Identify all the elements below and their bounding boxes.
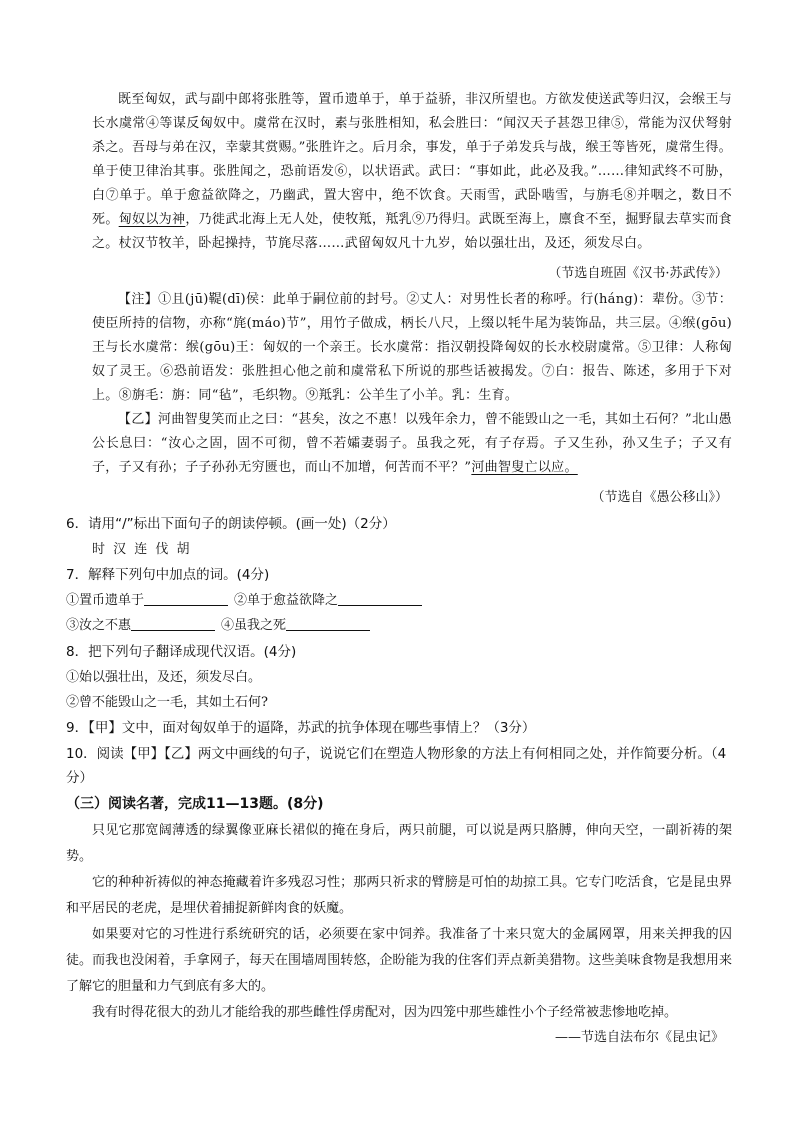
q7-item-c: ③汝之不惠 bbox=[66, 618, 132, 633]
section3-title: （三）阅读名著，完成11—13题。(8分) bbox=[66, 796, 324, 812]
yi-paragraph bbox=[92, 408, 732, 480]
jia-source: （节选自班固《汉书·苏武传》） bbox=[548, 266, 728, 281]
question-10: 10．阅读【甲】【乙】两文中画线的句子，说说它们在塑造人物形象的方法上有何相同之处，并作简要分析。（4分） bbox=[66, 746, 727, 786]
section3-paragraph-4: 我有时得花很大的劲儿才能给我的那些雌性俘虏配对，因为四笼中那些雄性小个子经常被悲惨地吃掉。 bbox=[92, 1005, 678, 1020]
section3-paragraph-2: 它的种种祈祷似的神态掩藏着许多残忍习性；那两只祈求的臂膀是可怕的劫掠工具。它专门吃活食，它是昆虫界和平居民的老虎，是埋伏着捕捉新鲜肉食的妖魔。 bbox=[66, 875, 732, 916]
q7-row1 bbox=[66, 589, 428, 613]
q7-item-a: ①置币遗单于 bbox=[66, 593, 145, 608]
jia-text-part1: 既至匈奴，武与副中郎将张胜等，置币遗单于，单于益骄，非汉所望也。方欲发使送武等归汉，会缑王与长水虞常④等谋反匈奴中。虞常在汉时，素与张胜相知，私会胜曰：“闻汉天子甚怨卫律⑤，常能为汉伏弩射杀之。吾母与弟在汉，幸蒙其赏赐。”张胜许之。后月余，事发，单于子弟发兵与战，缑王等皆死，虞常生得。单于使卫律治其事。张胜闻之，恐前语发⑥，以状语武。武曰：“事如此，此必及我。”……律知武终不可胁，白⑦单于。单于愈益欲降之，乃幽武，置大窖中，绝不饮食。天雨雪，武卧啮雪，与旃毛⑧并咽之，数日不死。 bbox=[92, 92, 732, 227]
q7-blank-d[interactable] bbox=[286, 616, 370, 631]
q8-item-a: ①始以强壮出，及还，须发尽白。 bbox=[66, 670, 262, 685]
section3-source: ——节选自法布尔《昆虫记》 bbox=[554, 1030, 724, 1045]
jia-underlined-sentence: 匈奴以为神 bbox=[118, 212, 186, 227]
q6-sentence: 时 汉 连 伐 胡 bbox=[92, 542, 192, 557]
jia-paragraph bbox=[92, 88, 732, 256]
yi-text: 【乙】河曲智叟笑而止之曰：“甚矣，汝之不惠！以残年余力，曾不能毁山之一毛，其如土石何？”北山愚公长息曰：“汝心之固，固不可彻，曾不若孀妻弱子。虽我之死，有子存焉。子又生孙，孙又生子；子又有子，子又有孙；子子孙孙无穷匮也，而山不加增，何苦而不平？” bbox=[92, 412, 732, 475]
q7-blank-b[interactable] bbox=[338, 591, 422, 606]
yi-underlined-sentence: 河曲智叟亡以应。 bbox=[471, 460, 578, 475]
q7-blank-a[interactable] bbox=[144, 591, 228, 606]
q8-item-b: ②曾不能毁山之一毛，其如土石何? bbox=[66, 695, 268, 710]
jia-note: 【注】①且(jū)鞮(dī)侯：此单于嗣位前的封号。②丈人：对男性长者的称呼。行(háng)：辈份。③节：使臣所持的信物，亦称“旄(máo)节”，用竹子做成，柄长八尺，上缀以牦牛尾为装饰品，共三层。④缑(gōu)王与长水虞常：缑(gōu)王：匈奴的一个亲王。长水虞常：指汉朝投降匈奴的长水校尉虞常。⑤卫律：人称匈奴了灵王。⑥恐前语发：张胜担心他之前和虞常私下所说的那些话被揭发。⑦白：报告、陈述，多用于下对上。⑧旃毛：旃：同“毡”，毛织物。⑨羝乳：公羊生了小羊。乳：生育。 bbox=[92, 292, 732, 403]
question-8: 8．把下列句子翻译成现代汉语。(4分) bbox=[66, 644, 297, 660]
q7-item-b: ②单于愈益欲降之 bbox=[234, 593, 339, 608]
jia-text-part2: ，乃徙武北海上无人处，使牧羝，羝乳⑨乃得归。武既至海上，廪食不至，掘野鼠去草实而食之。杖汉节牧羊，卧起操持，节旄尽落……武留匈奴凡十九岁，始以强壮出，及还，须发尽白。 bbox=[92, 212, 732, 251]
section3-paragraph-1: 只见它那宽阔薄透的绿翼像亚麻长裙似的掩在身后，两只前腿，可以说是两只胳膊，伸向天空，一副祈祷的架势。 bbox=[66, 823, 732, 864]
question-7: 7．解释下列句中加点的词。(4分) bbox=[66, 567, 270, 583]
section3-paragraph-3: 如果要对它的习性进行系统研究的话，必须要在家中饲养。我准备了十来只宽大的金属网罩，用来关押我的囚徒。而我也没闲着，手拿网子，每天在围墙周围转悠，企盼能为我的住客们弄点新美猎物。这些美味食物是我想用来了解它的胆量和力气到底有多大的。 bbox=[66, 927, 732, 994]
yi-source: （节选自《愚公移山》） bbox=[591, 490, 728, 505]
q7-blank-c[interactable] bbox=[131, 616, 215, 631]
q7-row2 bbox=[66, 614, 376, 638]
q7-item-d: ④虽我之死 bbox=[221, 618, 287, 633]
question-6: 6．请用“/”标出下面句子的朗读停顿。(画一处)（2分） bbox=[66, 516, 396, 532]
question-9: 9．【甲】文中，面对匈奴单于的逼降，苏武的抗争体现在哪些事情上？（3分） bbox=[66, 720, 536, 736]
